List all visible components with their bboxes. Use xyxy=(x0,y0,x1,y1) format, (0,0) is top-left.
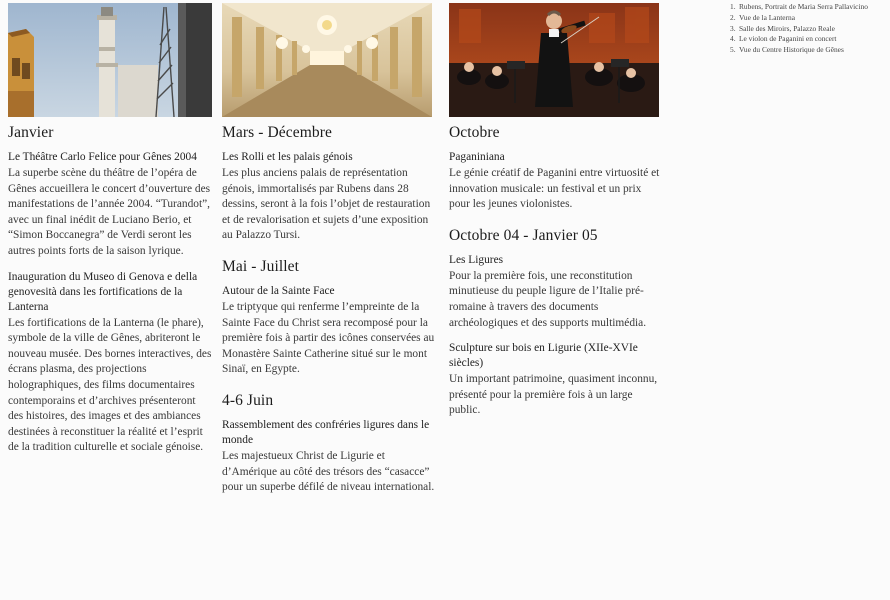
caption-item: 3. Salle des Miroirs, Palazzo Reale xyxy=(730,23,835,33)
event-description: Les fortifications de la Lanterna (le phare), symbole de la ville de Gênes, abriteront le nouveau musée. Des bornes interactives, des écrans plasma, des projections holographiques, des films documentaires contemporains et d’archives présenteront des histoires, des images et des ambiances destinées à reconstituer la réalité et l’esprit de la tradition culturelle et sociale génoise. xyxy=(8,316,212,454)
caption-item: 4. Le violon de Paganini en concert xyxy=(730,34,837,44)
violin-concert-photo xyxy=(449,3,659,117)
event-title: Autour de la Sainte Face xyxy=(222,284,335,297)
lanterna-photo xyxy=(8,3,212,117)
event-title: Le Théâtre Carlo Felice pour Gênes 2004 xyxy=(8,151,197,163)
hall-of-mirrors-photo xyxy=(222,3,432,117)
section-month: 4-6 Juin xyxy=(222,391,274,409)
photo-captions xyxy=(730,2,880,56)
event-description: Les plus anciens palais de représentation génois, immortalisés par Rubens dans 28 dessins, seront à la fois l’objet de restauration et de revalorisation et sujets d’une exposition au Palazzo Tursi. xyxy=(222,167,431,242)
event-title: Sculpture sur bois en Ligurie (XIIe-XVIe siècles) xyxy=(449,342,638,370)
section-month: Janvier xyxy=(8,124,54,141)
column-march-june xyxy=(222,124,435,500)
column-october xyxy=(449,124,661,423)
section-month: Mai - Juillet xyxy=(222,257,300,275)
column-january xyxy=(8,124,213,460)
section-month: Octobre xyxy=(449,124,500,141)
caption-item: 1. Rubens, Portrait de Maria Serra Pallavicino xyxy=(730,2,868,11)
event-title: Les Rolli et les palais génois xyxy=(222,151,353,163)
caption-item: 5. Vue du Centre Historique de Gênes xyxy=(730,45,844,55)
section-month: Mars - Décembre xyxy=(222,124,332,141)
event-title: Les Ligures xyxy=(449,253,504,266)
event-description: Le triptyque qui renferme l’empreinte de la Sainte Face du Christ sera recomposé pour la première fois à partir des icônes conservées au Monastère Sainte Catherine situé sur le mont Sinaï, en Egypte. xyxy=(222,300,435,376)
event-description: Pour la première fois, une reconstitution minutieuse du peuple ligure de l’Italie pré-romaine à travers des documents archéologiques et des supports multimédia. xyxy=(449,269,647,329)
event-description: Les majestueux Christ de Ligurie et d’Amérique au côté des trésors des “casacce” pour un superbe défilé de niveau international. xyxy=(222,449,435,494)
event-title: Rassemblement des confréries ligures dans le monde xyxy=(222,418,430,446)
section-month: Octobre 04 - Janvier 05 xyxy=(449,226,598,244)
event-title: Paganiniana xyxy=(449,151,505,163)
event-title: Inauguration du Museo di Genova e della genovesità dans les fortifications de la Lanterna xyxy=(8,270,198,313)
event-description: Un important patrimoine, quasiment inconnu, présenté pour la première fois à un large public. xyxy=(449,373,658,417)
event-description: Le génie créatif de Paganini entre virtuosité et innovation musicale: un festival et un prix pour les jeunes violonistes. xyxy=(449,167,660,211)
caption-item: 2. Vue de la Lanterna xyxy=(730,12,795,22)
event-description: La superbe scène du théâtre de l’opéra de Gênes accueillera le concert d’ouverture des manifestations de l’année 2004. “Turandot”, avec un final inédit de Luciano Berio, et “Simon Boccanegra” de Verdi seront les autres points forts de la saison lyrique. xyxy=(8,167,211,257)
